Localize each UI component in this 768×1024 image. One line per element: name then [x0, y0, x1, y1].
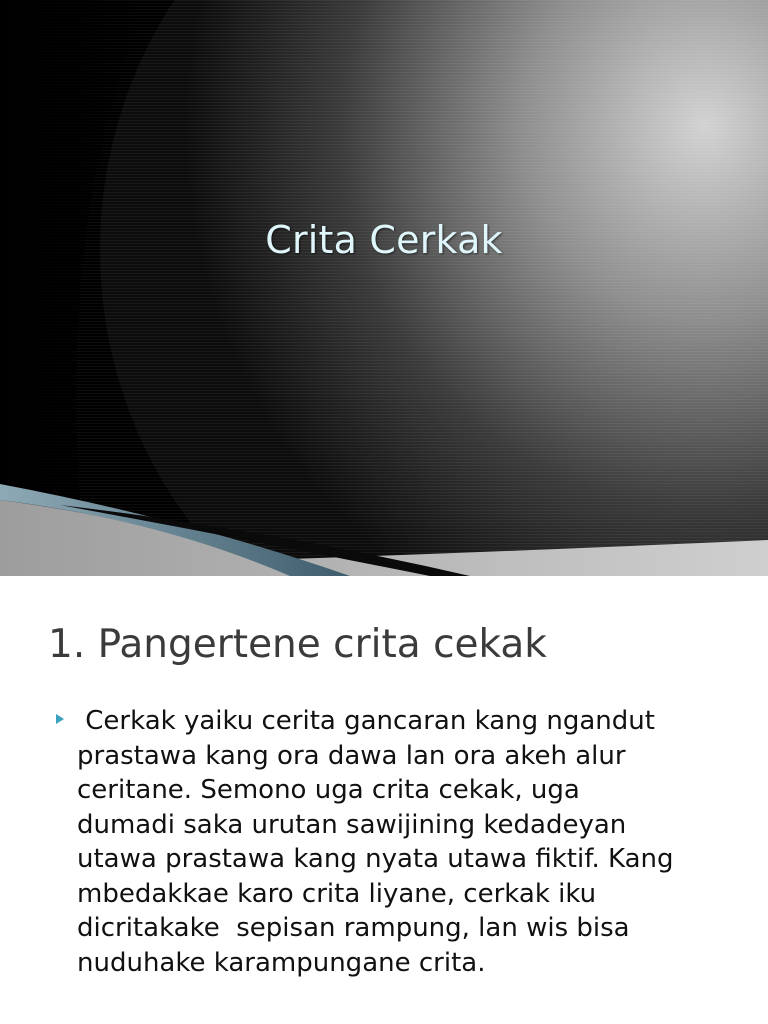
- content-slide-heading: 1. Pangertene crita cekak: [48, 622, 547, 667]
- paragraph-line: Cerkak yaiku cerita gancaran kang ngandut: [77, 706, 655, 736]
- content-slide: [0, 576, 768, 1024]
- paragraph-line: dicritakake sepisan rampung, lan wis bisa: [77, 913, 630, 943]
- paragraph-line: mbedakkae karo crita liyane, cerkak iku: [77, 878, 597, 909]
- triangle-bullet-icon: [56, 714, 64, 724]
- paragraph-line: prastawa kang ora dawa lan ora akeh alur: [77, 740, 626, 771]
- bullet-paragraph: [77, 704, 747, 980]
- paragraph-line: ceritane. Semono uga crita cekak, uga: [77, 775, 580, 805]
- title-slide-title: Crita Cerkak: [265, 218, 503, 262]
- paragraph-line: utawa prastawa kang nyata utawa fiktif. Kang: [77, 844, 674, 874]
- paragraph-line: dumadi saka urutan sawijining kedadeyan: [77, 809, 627, 840]
- paragraph-line: nuduhake karampungane crita.: [77, 947, 486, 978]
